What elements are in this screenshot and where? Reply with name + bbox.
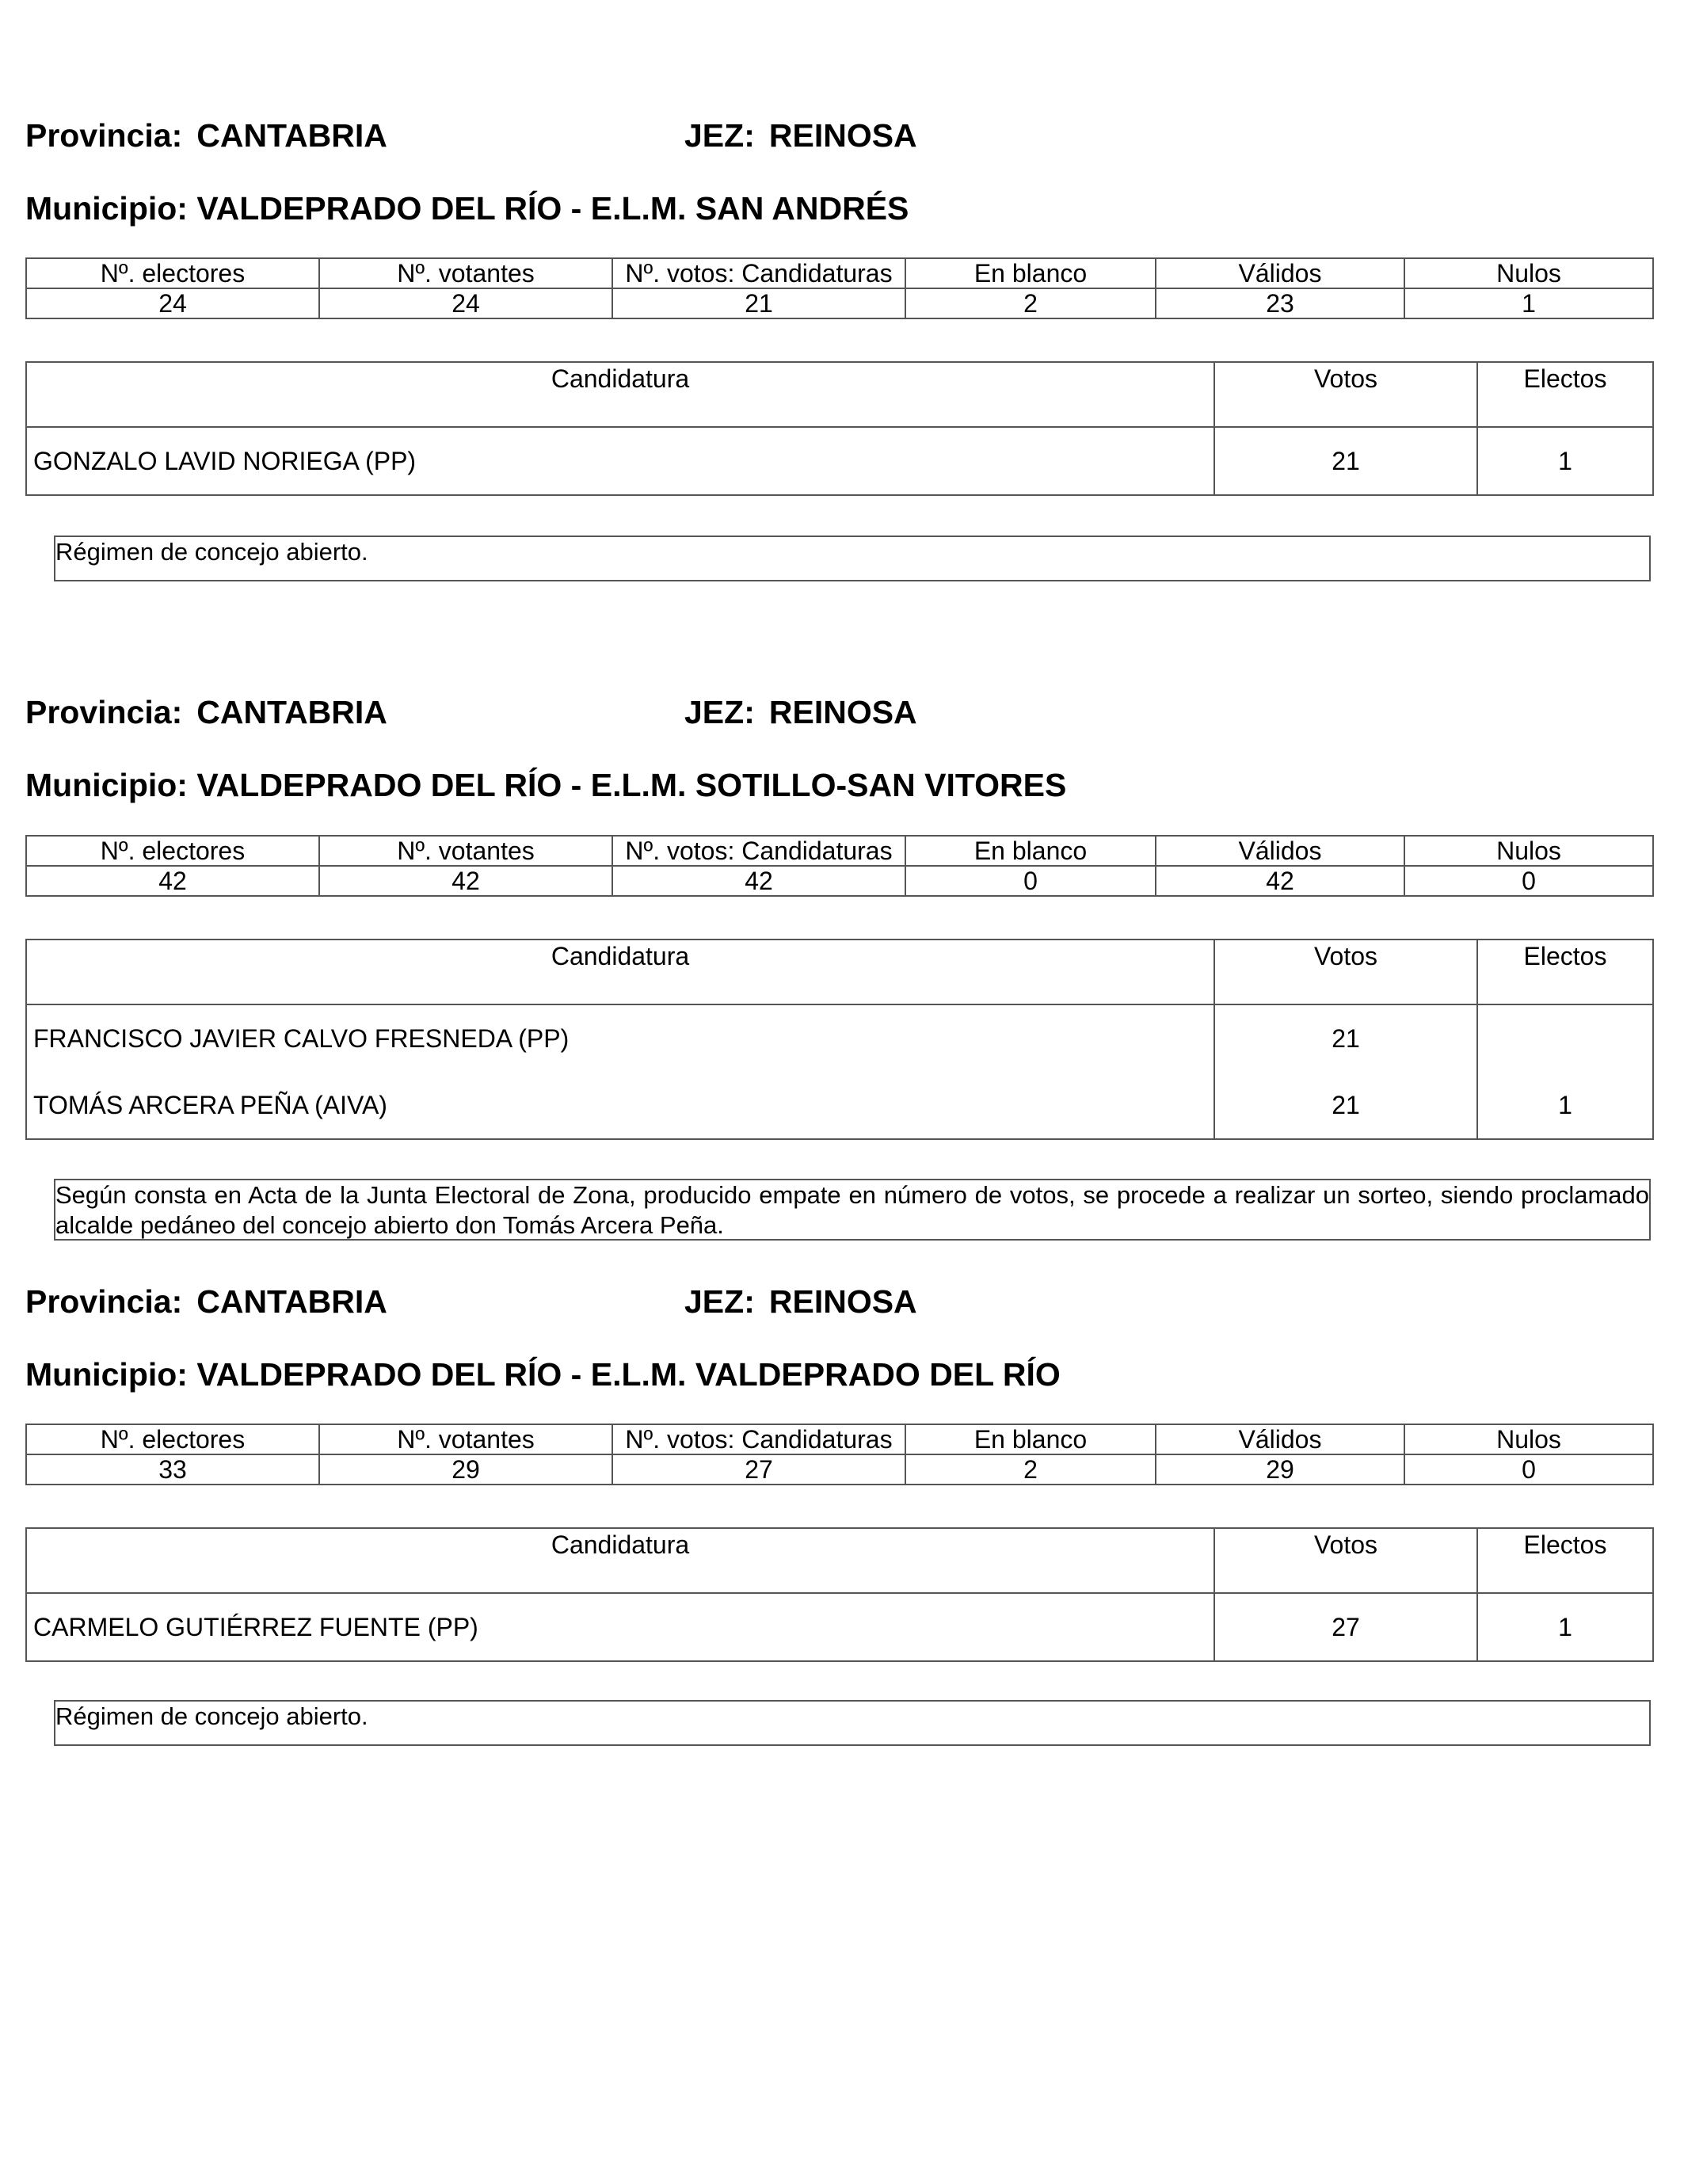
stats-value: 42 bbox=[319, 866, 612, 896]
stats-header: Nº. votos: Candidaturas bbox=[612, 836, 905, 866]
stats-header-row bbox=[26, 836, 1653, 866]
candidates-header-row bbox=[26, 940, 1653, 1004]
provincia-label: Provincia: bbox=[25, 117, 183, 154]
candidate-electos: 1 bbox=[1477, 1593, 1653, 1661]
note-box: Régimen de concejo abierto. bbox=[54, 1700, 1651, 1746]
jez-value: REINOSA bbox=[768, 1283, 917, 1320]
stats-header: Nº. votantes bbox=[319, 1424, 612, 1454]
stats-header: En blanco bbox=[905, 258, 1156, 288]
stats-value-row bbox=[26, 866, 1653, 896]
candidate-votes: 21 bbox=[1214, 1072, 1477, 1139]
candidatura-header: Candidatura bbox=[26, 362, 1214, 427]
electos-header: Electos bbox=[1477, 940, 1653, 1004]
stats-value: 42 bbox=[612, 866, 905, 896]
municipio-line bbox=[25, 767, 1066, 803]
jez-line bbox=[684, 117, 917, 154]
candidate-row bbox=[26, 1004, 1653, 1072]
provincia-value: CANTABRIA bbox=[196, 1283, 387, 1320]
jez-value: REINOSA bbox=[768, 117, 917, 154]
votos-header: Votos bbox=[1214, 1528, 1477, 1593]
candidates-table bbox=[25, 361, 1654, 496]
stats-header: Nº. votos: Candidaturas bbox=[612, 1424, 905, 1454]
stats-header: Nulos bbox=[1404, 836, 1653, 866]
candidate-votes: 27 bbox=[1214, 1593, 1477, 1661]
candidates-table bbox=[25, 939, 1654, 1140]
stats-header-row bbox=[26, 258, 1653, 288]
candidatura-header: Candidatura bbox=[26, 1528, 1214, 1593]
stats-value: 24 bbox=[26, 288, 319, 318]
candidatura-header: Candidatura bbox=[26, 940, 1214, 1004]
stats-header: Válidos bbox=[1156, 258, 1404, 288]
stats-value: 21 bbox=[612, 288, 905, 318]
candidate-row bbox=[26, 1593, 1653, 1661]
municipio-line bbox=[25, 190, 909, 227]
provincia-label: Provincia: bbox=[25, 694, 183, 730]
stats-value-row bbox=[26, 288, 1653, 318]
provincia-line bbox=[25, 1283, 387, 1320]
stats-value: 23 bbox=[1156, 288, 1404, 318]
municipio-line bbox=[25, 1356, 1061, 1393]
stats-header: En blanco bbox=[905, 836, 1156, 866]
stats-header: Nº. electores bbox=[26, 836, 319, 866]
candidate-electos: 1 bbox=[1477, 1072, 1653, 1139]
stats-value: 0 bbox=[1404, 866, 1653, 896]
electos-header: Electos bbox=[1477, 1528, 1653, 1593]
candidate-name: TOMÁS ARCERA PEÑA (AIVA) bbox=[26, 1072, 1214, 1139]
candidate-electos: 1 bbox=[1477, 427, 1653, 495]
candidate-row bbox=[26, 427, 1653, 495]
candidate-votes: 21 bbox=[1214, 1004, 1477, 1072]
stats-value: 27 bbox=[612, 1454, 905, 1485]
jez-value: REINOSA bbox=[768, 694, 917, 730]
stats-header: En blanco bbox=[905, 1424, 1156, 1454]
note-box: Según consta en Acta de la Junta Electoral de Zona, producido empate en número de votos, se procede a realizar un sorteo, siendo proclamado alcalde pedáneo del concejo abierto don Tomás Arcera Peña. bbox=[54, 1179, 1651, 1241]
provincia-line bbox=[25, 117, 387, 154]
candidate-name: GONZALO LAVID NORIEGA (PP) bbox=[26, 427, 1214, 495]
votos-header: Votos bbox=[1214, 362, 1477, 427]
provincia-line bbox=[25, 694, 387, 730]
stats-table bbox=[25, 257, 1654, 319]
note-box: Régimen de concejo abierto. bbox=[54, 536, 1651, 581]
stats-value: 2 bbox=[905, 1454, 1156, 1485]
jez-line bbox=[684, 694, 917, 730]
candidate-electos bbox=[1477, 1004, 1653, 1072]
municipio-value: VALDEPRADO DEL RÍO - E.L.M. SOTILLO-SAN VITORES bbox=[196, 767, 1067, 803]
stats-value: 2 bbox=[905, 288, 1156, 318]
stats-value: 33 bbox=[26, 1454, 319, 1485]
municipio-label: Municipio: bbox=[25, 767, 188, 803]
stats-value: 0 bbox=[905, 866, 1156, 896]
jez-label: JEZ: bbox=[684, 117, 755, 154]
candidates-header-row bbox=[26, 362, 1653, 427]
candidates-header-row bbox=[26, 1528, 1653, 1593]
municipio-value: VALDEPRADO DEL RÍO - E.L.M. SAN ANDRÉS bbox=[196, 190, 909, 227]
stats-header: Nulos bbox=[1404, 1424, 1653, 1454]
stats-header: Válidos bbox=[1156, 836, 1404, 866]
municipio-value: VALDEPRADO DEL RÍO - E.L.M. VALDEPRADO DEL RÍO bbox=[196, 1356, 1061, 1393]
municipio-label: Municipio: bbox=[25, 190, 188, 227]
stats-header: Nº. electores bbox=[26, 258, 319, 288]
stats-header: Nº. votos: Candidaturas bbox=[612, 258, 905, 288]
stats-value: 0 bbox=[1404, 1454, 1653, 1485]
candidate-votes: 21 bbox=[1214, 427, 1477, 495]
provincia-value: CANTABRIA bbox=[196, 694, 387, 730]
stats-header-row bbox=[26, 1424, 1653, 1454]
votos-header: Votos bbox=[1214, 940, 1477, 1004]
provincia-label: Provincia: bbox=[25, 1283, 183, 1320]
stats-header: Nº. electores bbox=[26, 1424, 319, 1454]
stats-header: Nº. votantes bbox=[319, 258, 612, 288]
stats-value-row bbox=[26, 1454, 1653, 1485]
stats-header: Nulos bbox=[1404, 258, 1653, 288]
candidate-name: CARMELO GUTIÉRREZ FUENTE (PP) bbox=[26, 1593, 1214, 1661]
stats-table bbox=[25, 1424, 1654, 1485]
electos-header: Electos bbox=[1477, 362, 1653, 427]
jez-line bbox=[684, 1283, 917, 1320]
stats-value: 29 bbox=[319, 1454, 612, 1485]
stats-table bbox=[25, 835, 1654, 897]
stats-header: Válidos bbox=[1156, 1424, 1404, 1454]
candidates-table bbox=[25, 1527, 1654, 1662]
stats-value: 42 bbox=[26, 866, 319, 896]
municipio-label: Municipio: bbox=[25, 1356, 188, 1393]
stats-value: 24 bbox=[319, 288, 612, 318]
jez-label: JEZ: bbox=[684, 694, 755, 730]
stats-value: 42 bbox=[1156, 866, 1404, 896]
stats-value: 1 bbox=[1404, 288, 1653, 318]
provincia-value: CANTABRIA bbox=[196, 117, 387, 154]
candidate-name: FRANCISCO JAVIER CALVO FRESNEDA (PP) bbox=[26, 1004, 1214, 1072]
candidate-row bbox=[26, 1072, 1653, 1139]
stats-header: Nº. votantes bbox=[319, 836, 612, 866]
stats-value: 29 bbox=[1156, 1454, 1404, 1485]
jez-label: JEZ: bbox=[684, 1283, 755, 1320]
